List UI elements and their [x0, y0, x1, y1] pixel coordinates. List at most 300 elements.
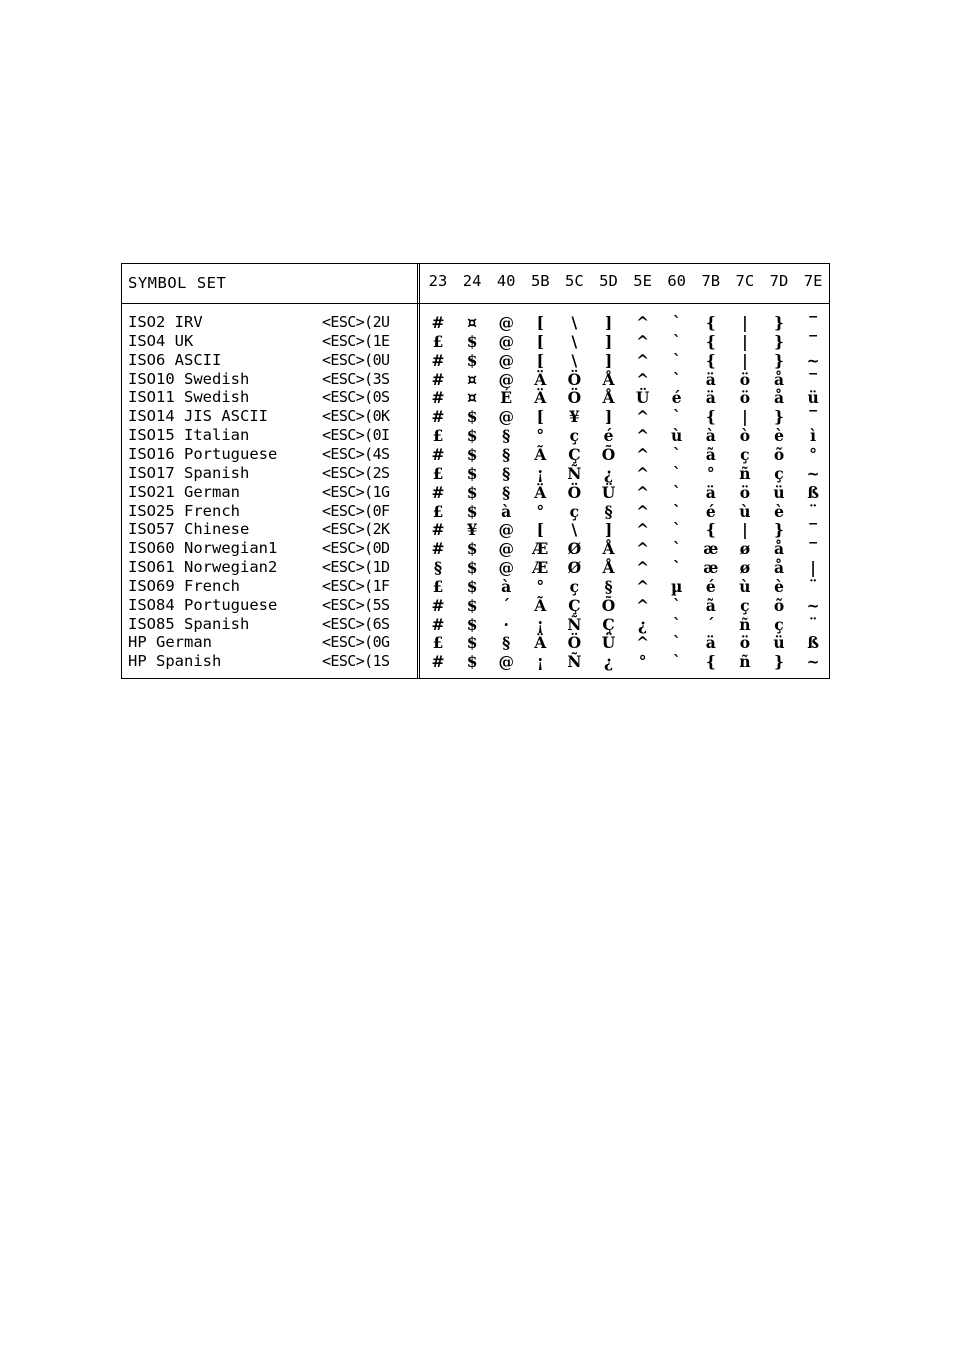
char-cell: ä [705, 388, 716, 408]
code-header-7b: 7B [701, 272, 721, 290]
char-cell: ´ [706, 614, 715, 634]
char-cell: ã [705, 444, 716, 464]
char-cell: ] [604, 407, 613, 427]
char-cell: # [431, 539, 445, 559]
char-cell: Ü [601, 633, 616, 653]
char-cell: § [502, 426, 511, 446]
char-cell: @ [498, 313, 514, 332]
symbol-set-name: ISO85 Spanish [128, 614, 250, 633]
char-cell: | [742, 350, 748, 370]
char-cell: Å [602, 388, 615, 408]
char-cell: Ñ [567, 652, 582, 672]
char-cell: Õ [601, 444, 616, 464]
char-cell: ~ [806, 463, 820, 483]
symbol-set-name: HP German [128, 633, 212, 652]
char-cell: ^ [636, 558, 650, 578]
char-cell: ø [739, 539, 751, 559]
char-cell: § [502, 444, 511, 464]
code-header-7e: 7E [803, 272, 823, 290]
char-cell: { [705, 520, 716, 540]
char-cell: ‾ [809, 331, 817, 351]
char-cell: § [433, 558, 443, 578]
char-cell: ¨ [809, 501, 817, 521]
char-cell: ¥ [466, 520, 478, 540]
char-cell: ` [672, 331, 681, 351]
char-cell: ^ [636, 426, 650, 446]
char-cell: å [773, 388, 785, 408]
escape-sequence: <ESC>(0F [322, 501, 390, 520]
char-cell: ¿ [603, 463, 614, 483]
char-cell: ¥ [568, 407, 580, 427]
symbol-set-name: ISO21 German [128, 482, 240, 501]
char-cell: à [501, 501, 512, 521]
char-cell: ^ [636, 633, 650, 653]
symbol-set-header: SYMBOL SET [128, 274, 227, 292]
char-cell: ^ [636, 350, 650, 370]
char-cell: ä [705, 633, 716, 653]
char-cell: ` [672, 350, 681, 370]
char-cell: $ [466, 350, 478, 370]
char-cell: @ [498, 331, 514, 351]
char-cell: Å [602, 558, 615, 578]
char-cell: ^ [636, 595, 650, 615]
char-cell: ß [807, 482, 819, 502]
char-cell: { [705, 407, 716, 427]
char-cell: Ä [534, 482, 547, 502]
char-cell: $ [466, 558, 478, 578]
char-cell: ^ [636, 444, 650, 464]
char-cell: É [500, 388, 513, 408]
char-cell: ö [739, 388, 751, 408]
char-cell: Ö [567, 482, 582, 502]
char-cell: ` [672, 463, 681, 483]
char-cell: ‾ [809, 313, 817, 332]
char-cell: ^ [636, 501, 650, 521]
char-cell: { [705, 331, 716, 351]
char-cell: ä [705, 369, 716, 389]
char-cell: Ø [567, 539, 582, 559]
char-cell: $ [466, 595, 478, 615]
char-cell: ` [672, 444, 681, 464]
char-cell: @ [498, 520, 514, 540]
char-cell: ] [604, 350, 613, 370]
char-cell: è [774, 501, 784, 521]
char-cell: Å [602, 369, 615, 389]
escape-sequence: <ESC>(1S [322, 652, 390, 671]
escape-sequence: <ESC>(2U [322, 313, 390, 331]
char-cell: ñ [739, 614, 751, 634]
char-cell: $ [466, 576, 478, 596]
table-row [122, 558, 831, 577]
char-cell: Æ [532, 558, 549, 578]
table-row [122, 332, 831, 351]
table-row [122, 388, 831, 407]
char-cell: Ñ [567, 614, 582, 634]
char-cell: ^ [636, 407, 650, 427]
code-header-5e: 5E [633, 272, 652, 290]
char-cell: $ [466, 501, 478, 521]
escape-sequence: <ESC>(6S [322, 614, 390, 633]
char-cell: ü [807, 388, 819, 408]
char-cell: | [742, 520, 748, 540]
char-cell: ¡ [536, 463, 544, 483]
char-cell: [ [536, 313, 544, 332]
char-cell: } [774, 652, 784, 672]
char-cell: æ [703, 558, 719, 578]
char-cell: ö [739, 633, 751, 653]
symbol-set-table [121, 263, 830, 679]
symbol-set-name: ISO69 French [128, 576, 240, 595]
char-cell: ^ [636, 482, 650, 502]
char-cell: # [431, 369, 445, 389]
char-cell: ç [740, 444, 750, 464]
char-cell: è [774, 576, 784, 596]
symbol-set-name: ISO2 IRV [128, 313, 203, 331]
table-row [122, 502, 831, 521]
char-cell: õ [773, 444, 785, 464]
char-cell: § [604, 576, 613, 596]
table-row [122, 615, 831, 634]
char-cell: ` [672, 407, 681, 427]
char-cell: { [705, 652, 716, 672]
escape-sequence: <ESC>(5S [322, 595, 390, 614]
char-cell: £ [432, 633, 444, 653]
char-cell: Ã [534, 444, 547, 464]
char-cell: Ã [534, 595, 547, 615]
char-cell: $ [466, 444, 478, 464]
char-cell: # [431, 350, 445, 370]
char-cell: ü [773, 633, 785, 653]
char-cell: # [431, 595, 445, 615]
char-cell: à [501, 576, 512, 596]
header-divider [122, 303, 829, 304]
char-cell: [ [536, 350, 544, 370]
escape-sequence: <ESC>(0S [322, 388, 390, 407]
char-cell: ç [569, 501, 580, 521]
escape-sequence: <ESC>(0U [322, 350, 390, 369]
char-cell: å [773, 369, 785, 389]
symbol-set-name: ISO4 UK [128, 331, 194, 350]
char-cell: Ä [534, 369, 547, 389]
char-cell: # [431, 482, 445, 502]
char-cell: § [502, 482, 511, 502]
char-cell: \ [571, 520, 578, 540]
escape-sequence: <ESC>(2S [322, 463, 390, 482]
char-cell: ß [807, 633, 819, 653]
table-row [122, 483, 831, 502]
table-row [122, 313, 831, 332]
char-cell: £ [432, 576, 444, 596]
char-cell: } [774, 407, 784, 427]
char-cell: { [705, 313, 716, 332]
char-cell: ø [739, 558, 751, 578]
char-cell: ~ [806, 595, 820, 615]
char-cell: ` [672, 595, 681, 615]
char-cell: \ [571, 350, 578, 370]
char-cell: Ö [567, 369, 582, 389]
char-cell: ¡ [536, 614, 544, 634]
char-cell: $ [466, 633, 478, 653]
char-cell: # [431, 520, 445, 540]
char-cell: { [705, 350, 716, 370]
char-cell: ¡ [536, 652, 544, 672]
char-cell: Ü [635, 388, 650, 408]
code-header-7d: 7D [769, 272, 789, 290]
char-cell: # [431, 313, 445, 332]
char-cell: Ä [534, 633, 547, 653]
char-cell: ` [672, 539, 681, 559]
char-cell: | [810, 558, 816, 578]
char-cell: Ñ [567, 463, 582, 483]
char-cell: ` [672, 482, 681, 502]
char-cell: é [705, 501, 716, 521]
char-cell: ` [672, 633, 681, 653]
char-cell: | [742, 331, 748, 351]
char-cell: @ [498, 539, 514, 559]
char-cell: Ç [568, 444, 581, 464]
char-cell: Å [602, 539, 615, 559]
char-cell: ¿ [638, 614, 648, 634]
char-cell: Æ [532, 539, 549, 559]
table-row [122, 407, 831, 426]
char-cell: ` [672, 369, 681, 389]
escape-sequence: <ESC>(2K [322, 520, 390, 539]
char-cell: ~ [806, 652, 820, 672]
char-cell: $ [466, 652, 478, 672]
char-cell: ` [672, 501, 681, 521]
char-cell: [ [536, 520, 544, 540]
char-cell: ` [672, 652, 681, 672]
char-cell: ç [569, 426, 580, 446]
char-cell: $ [466, 614, 478, 634]
char-cell: ~ [806, 350, 820, 370]
char-cell: £ [432, 426, 444, 446]
escape-sequence: <ESC>(4S [322, 444, 390, 463]
symbol-set-name: ISO57 Chinese [128, 520, 250, 539]
char-cell: ‾ [809, 407, 817, 427]
char-cell: @ [498, 407, 514, 427]
char-cell: } [774, 350, 784, 370]
char-cell: Ö [567, 388, 582, 408]
symbol-set-name: ISO84 Portuguese [128, 595, 278, 614]
escape-sequence: <ESC>(0I [322, 426, 390, 445]
char-cell: \ [571, 331, 578, 351]
char-cell: ç [740, 595, 750, 615]
char-cell: # [431, 614, 445, 634]
escape-sequence: <ESC>(1F [322, 576, 390, 595]
char-cell: £ [432, 331, 444, 351]
char-cell: ¤ [467, 313, 478, 332]
char-cell: $ [466, 463, 478, 483]
char-cell: | [742, 313, 748, 332]
char-cell: ° [536, 501, 545, 521]
char-cell: é [671, 388, 682, 408]
char-cell: å [773, 558, 785, 578]
table-row [122, 577, 831, 596]
char-cell: § [502, 463, 511, 483]
char-cell: @ [498, 350, 514, 370]
char-cell: ` [672, 614, 681, 634]
char-cell: é [705, 576, 716, 596]
char-cell: ã [705, 595, 716, 615]
char-cell: ^ [636, 539, 650, 559]
char-cell: £ [432, 501, 444, 521]
char-cell: $ [466, 539, 478, 559]
char-cell: | [742, 407, 748, 427]
char-cell: § [502, 633, 511, 653]
char-cell: $ [466, 331, 478, 351]
escape-sequence: <ESC>(0K [322, 407, 390, 426]
table-row [122, 633, 831, 652]
char-cell: · [503, 614, 509, 634]
char-cell: ` [672, 558, 681, 578]
escape-sequence: <ESC>(1E [322, 331, 390, 350]
table-row [122, 351, 831, 370]
char-cell: Ø [567, 558, 582, 578]
escape-sequence: <ESC>(1D [322, 558, 390, 577]
char-cell: è [774, 426, 784, 446]
char-cell: Ü [601, 482, 616, 502]
char-cell: Ö [567, 633, 582, 653]
char-cell: # [431, 444, 445, 464]
char-cell: # [431, 407, 445, 427]
table-row [122, 539, 831, 558]
char-cell: ^ [636, 313, 650, 332]
char-cell: ^ [636, 520, 650, 540]
char-cell: } [774, 313, 784, 332]
char-cell: ù [739, 576, 751, 596]
char-cell: @ [498, 652, 514, 672]
char-cell: õ [773, 595, 785, 615]
char-cell: ^ [636, 463, 650, 483]
table-row [122, 370, 831, 389]
code-header-7c: 7C [735, 272, 755, 290]
char-cell: Ç [568, 595, 581, 615]
char-cell: Õ [601, 595, 616, 615]
code-header-23: 23 [428, 272, 448, 290]
char-cell: £ [432, 463, 444, 483]
escape-sequence: <ESC>(0D [322, 539, 390, 558]
char-cell: ‾ [809, 520, 817, 540]
char-cell: [ [536, 331, 544, 351]
escape-sequence: <ESC>(3S [322, 369, 390, 388]
symbol-set-name: ISO11 Swedish [128, 388, 250, 407]
code-header-5d: 5D [599, 272, 618, 290]
char-cell: @ [498, 369, 514, 389]
char-cell: ç [569, 576, 580, 596]
char-cell: æ [703, 539, 719, 559]
char-cell: $ [466, 426, 478, 446]
char-cell: ` [672, 520, 681, 540]
char-cell: \ [571, 313, 578, 332]
char-cell: ^ [636, 576, 650, 596]
code-header-60: 60 [667, 272, 687, 290]
symbol-set-name: ISO17 Spanish [128, 463, 250, 482]
code-header-40: 40 [496, 272, 516, 290]
char-cell: ¿ [603, 652, 614, 672]
char-cell: ] [604, 520, 613, 540]
symbol-set-name: ISO60 Norwegian1 [128, 539, 278, 558]
symbol-set-name: ISO61 Norwegian2 [128, 558, 278, 577]
table-row [122, 426, 831, 445]
code-header-5b: 5B [530, 272, 550, 290]
char-cell: ü [773, 482, 785, 502]
char-cell: ° [536, 576, 545, 596]
char-cell: ù [671, 426, 683, 446]
char-cell: ç [774, 463, 784, 483]
char-cell: ‾ [809, 539, 817, 559]
table-row [122, 520, 831, 539]
char-cell: Ç [602, 614, 615, 634]
char-cell: ö [739, 482, 751, 502]
escape-sequence: <ESC>(0G [322, 633, 390, 652]
char-cell: µ [671, 576, 683, 596]
char-cell: ¤ [467, 388, 478, 408]
symbol-set-name: ISO15 Italian [128, 426, 250, 445]
symbol-set-name: ISO16 Portuguese [128, 444, 278, 463]
char-cell: ö [739, 369, 751, 389]
char-cell: § [604, 501, 613, 521]
char-cell: å [773, 539, 785, 559]
char-cell: Ä [534, 388, 547, 408]
char-cell: $ [466, 407, 478, 427]
char-cell: ° [809, 444, 817, 464]
char-cell: ì [810, 426, 817, 446]
char-cell: @ [498, 558, 514, 578]
char-cell: ´ [502, 595, 511, 615]
char-cell: ¨ [809, 576, 817, 596]
char-cell: } [774, 520, 784, 540]
char-cell: ° [706, 463, 715, 483]
table-row [122, 464, 831, 483]
table-row [122, 445, 831, 464]
symbol-set-name: ISO6 ASCII [128, 350, 222, 369]
char-cell: } [774, 331, 784, 351]
char-cell: à [705, 426, 716, 446]
char-cell: [ [536, 407, 544, 427]
escape-sequence: <ESC>(1G [322, 482, 390, 501]
char-cell: ä [705, 482, 716, 502]
char-cell: ñ [739, 652, 751, 672]
symbol-set-name: ISO10 Swedish [128, 369, 250, 388]
char-cell: # [431, 652, 445, 672]
char-cell: ‾ [809, 369, 817, 389]
char-cell: ç [774, 614, 784, 634]
symbol-set-name: ISO25 French [128, 501, 240, 520]
char-cell: # [431, 388, 445, 408]
char-cell: ` [672, 313, 681, 332]
char-cell: ° [638, 652, 647, 672]
char-cell: ^ [636, 331, 650, 351]
table-row [122, 652, 831, 671]
table-row [122, 596, 831, 615]
symbol-set-name: ISO14 JIS ASCII [128, 407, 268, 426]
char-cell: $ [466, 482, 478, 502]
char-cell: ¨ [809, 614, 817, 634]
char-cell: é [603, 426, 614, 446]
symbol-set-name: HP Spanish [128, 652, 222, 671]
char-cell: ] [604, 331, 613, 351]
code-header-24: 24 [462, 272, 482, 290]
char-cell: ñ [739, 463, 751, 483]
char-cell: ¤ [467, 369, 478, 389]
char-cell: ù [739, 501, 751, 521]
code-header-5c: 5C [565, 272, 584, 290]
char-cell: ò [739, 426, 751, 446]
char-cell: ° [536, 426, 545, 446]
char-cell: ] [604, 313, 613, 332]
char-cell: ^ [636, 369, 650, 389]
